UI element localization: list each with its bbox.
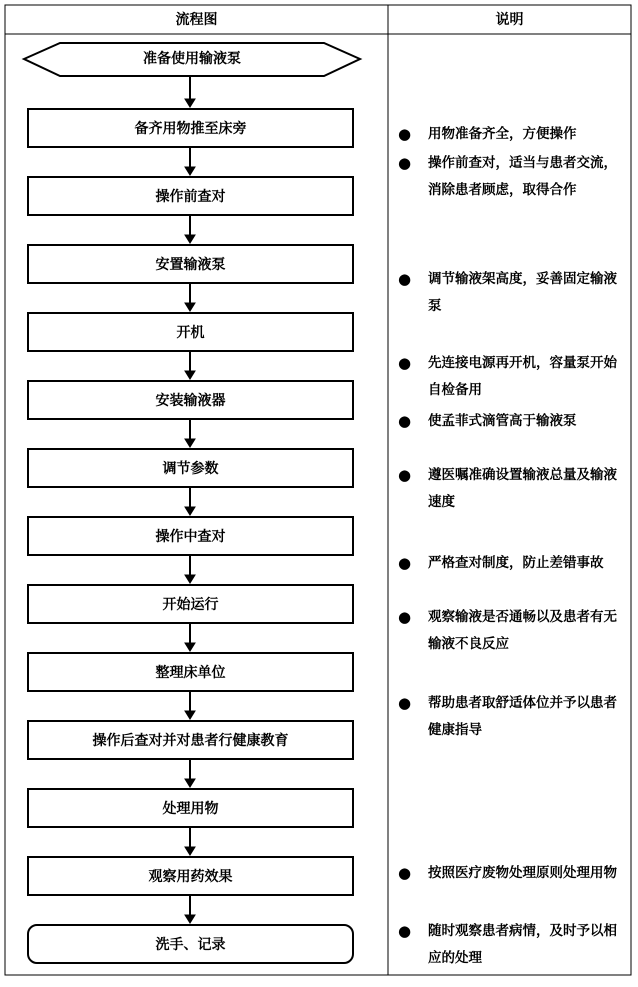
bullet-icon: ● <box>398 125 412 143</box>
note-text: 先连接电源再开机，容量泵开始自检备用 <box>428 355 617 398</box>
note-text: 随时观察患者病情，及时予以相应的处理 <box>428 923 617 966</box>
header-flowchart: 流程图 <box>175 12 218 28</box>
note-11 <box>398 918 623 972</box>
step-9: 整理床单位 <box>27 652 354 692</box>
step-5: 安装输液器 <box>27 380 354 420</box>
step-3: 安置输液泵 <box>27 244 354 284</box>
step-7: 操作中查对 <box>27 516 354 556</box>
note-8 <box>398 604 623 658</box>
bullet-icon: ● <box>398 412 412 430</box>
note-text: 帮助患者取舒适体位并予以患者健康指导 <box>428 695 617 738</box>
note-text: 用物准备齐全，方便操作 <box>428 126 577 142</box>
end-box: 洗手、记录 <box>27 924 354 964</box>
note-text: 调节输液架高度，妥善固定输液泵 <box>428 271 617 314</box>
header-notes: 说明 <box>495 12 524 28</box>
step-11: 处理用物 <box>27 788 354 828</box>
note-3 <box>398 266 623 320</box>
arrow-down-icon <box>185 235 195 243</box>
note-text: 遵医嘱准确设置输液总量及输液速度 <box>428 467 617 510</box>
bullet-icon: ● <box>398 608 412 626</box>
note-text: 按照医疗废物处理原则处理用物 <box>428 865 617 881</box>
bullet-icon: ● <box>398 466 412 484</box>
arrow-down-icon <box>185 99 195 107</box>
note-text: 严格查对制度，防止差错事故 <box>428 555 604 571</box>
note-4 <box>398 350 623 404</box>
note-2 <box>398 150 623 204</box>
step-8: 开始运行 <box>27 584 354 624</box>
note-1 <box>398 121 623 148</box>
arrow-down-icon <box>185 779 195 787</box>
arrow-down-icon <box>185 915 195 923</box>
bullet-icon: ● <box>398 554 412 572</box>
step-1: 备齐用物推至床旁 <box>27 108 354 148</box>
arrow-down-icon <box>185 167 195 175</box>
bullet-icon: ● <box>398 922 412 940</box>
bullet-icon: ● <box>398 270 412 288</box>
bullet-icon: ● <box>398 354 412 372</box>
note-7 <box>398 550 623 577</box>
step-6: 调节参数 <box>27 448 354 488</box>
arrow-down-icon <box>185 643 195 651</box>
bullet-icon: ● <box>398 694 412 712</box>
arrow-down-icon <box>185 303 195 311</box>
note-text: 操作前查对，适当与患者交流，消除患者顾虑，取得合作 <box>428 155 617 198</box>
note-5 <box>398 408 623 435</box>
step-2: 操作前查对 <box>27 176 354 216</box>
step-10: 操作后查对并对患者行健康教育 <box>27 720 354 760</box>
bullet-icon: ● <box>398 864 412 882</box>
step-12: 观察用药效果 <box>27 856 354 896</box>
bullet-icon: ● <box>398 154 412 172</box>
arrow-down-icon <box>185 507 195 515</box>
note-9 <box>398 690 623 744</box>
arrow-down-icon <box>185 711 195 719</box>
note-10 <box>398 860 623 887</box>
start-label: 准备使用输液泵 <box>143 51 241 67</box>
step-4: 开机 <box>27 312 354 352</box>
arrow-down-icon <box>185 439 195 447</box>
note-text: 观察输液是否通畅以及患者有无输液不良反应 <box>428 609 617 652</box>
arrow-down-icon <box>185 371 195 379</box>
arrow-down-icon <box>185 847 195 855</box>
arrow-down-icon <box>185 575 195 583</box>
note-text: 使孟菲式滴管高于输液泵 <box>428 413 577 429</box>
note-6 <box>398 462 623 516</box>
